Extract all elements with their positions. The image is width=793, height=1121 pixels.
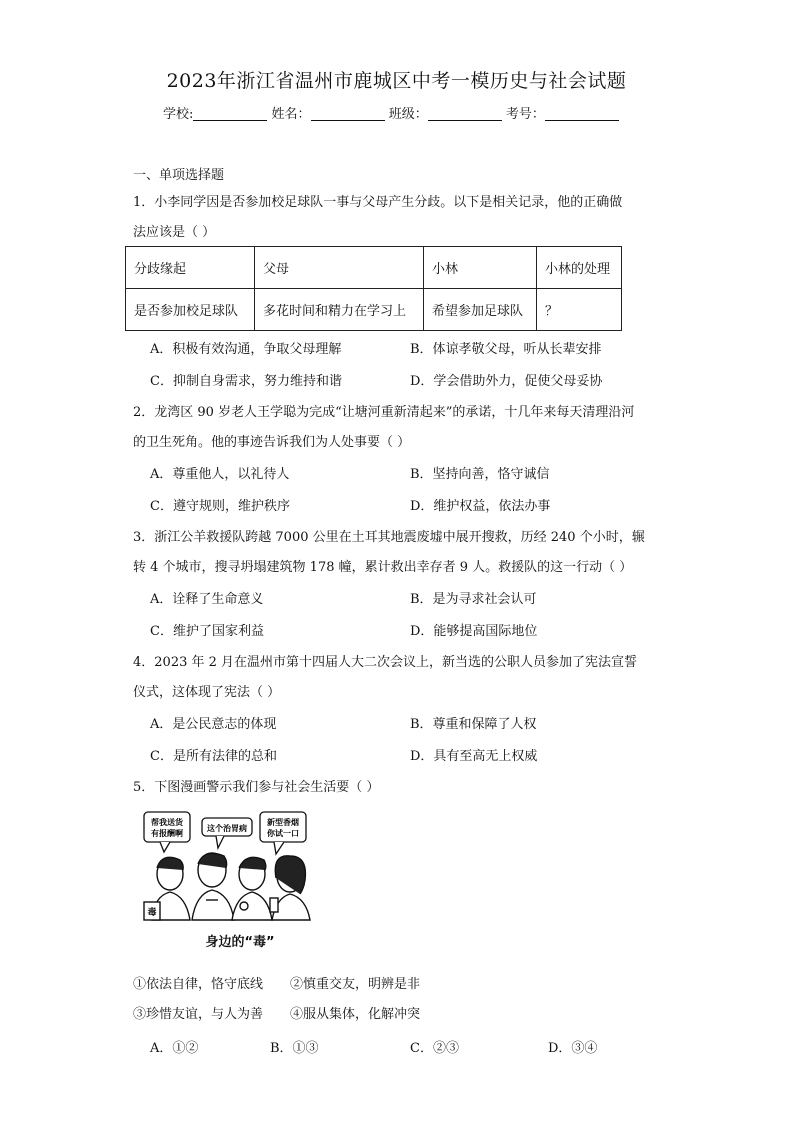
speech-bubble-2 [202,818,252,848]
q4-stem-line2: 仪式，这体现了宪法（ ） [133,685,281,700]
table-cell: 多花时间和精力在学习上 [255,289,424,331]
page-title: 2023年浙江省温州市鹿城区中考一模历史与社会试题 [166,70,627,92]
q2-stem-line2: 的卫生死角。他的事迹告诉我们为人处事要（ ） [133,435,411,450]
q4-option-c[interactable]: C．是所有法律的总和 [150,749,277,764]
q3-option-a[interactable]: A．诠释了生命意义 [150,592,264,607]
school-blank[interactable] [193,106,267,121]
q4-option-d[interactable]: D．具有至高无上权威 [410,749,538,764]
svg-text:有报酬啊: 有报酬啊 [151,829,183,838]
q3-option-b[interactable]: B．是为寻求社会认可 [410,592,537,607]
comic-caption: 身边的“毒” [205,935,275,950]
section-heading: 一、单项选择题 [133,168,225,183]
q5-statement-3: ③珍惜友谊，与人为善 [133,1007,264,1022]
q3-stem-line2: 转 4 个城市，搜寻坍塌建筑物 178 幢，累计救出幸存者 9 人。救援队的这一行动（ ） [133,560,633,575]
class-blank[interactable] [428,106,502,121]
q5-stem: 5．下图漫画警示我们参与社会生活要（ ） [133,780,380,795]
svg-text:帮我送货: 帮我送货 [151,818,183,827]
svg-text:这个治胃病: 这个治胃病 [207,824,247,833]
q2-option-d[interactable]: D．维护权益，依法办事 [410,499,551,514]
svg-text:你试一口: 你试一口 [267,829,299,838]
q1-option-c[interactable]: C．抑制自身需求，努力维持和谐 [150,374,342,389]
q5-statement-4: ④服从集体，化解冲突 [290,1007,421,1022]
speech-bubble-3 [260,812,306,854]
class-label: 班级： [388,107,428,122]
table-header-cell: 小林 [424,247,537,289]
speech-bubble-1 [144,812,190,852]
student-info-line [163,103,619,122]
person-figure-3 [232,857,272,920]
q4-stem-line1: 4．2023 年 2 月在温州市第十四届人大二次会议上，新当选的公职人员参加了宪法宣誓 [133,655,638,670]
number-blank[interactable] [545,106,619,121]
q1-stem-line2: 法应该是（ ） [133,225,216,240]
table-cell: 希望参加足球队 [424,289,537,331]
table-header-cell: 小林的处理 [537,247,622,289]
q2-option-c[interactable]: C．遵守规则，维护秩序 [150,499,290,514]
q1-option-a[interactable]: A．积极有效沟通，争取父母理解 [150,342,342,357]
q1-stem-line1: 1．小李同学因是否参加校足球队一事与父母产生分歧。以下是相关记录，他的正确做 [133,195,623,210]
name-label: 姓名： [271,107,311,122]
q5-statement-1: ①依法自律，恪守底线 [133,977,264,992]
table-cell: ？ [537,289,622,331]
number-label: 考号： [505,107,545,122]
person-figure-2 [192,853,234,920]
q3-option-c[interactable]: C．维护了国家利益 [150,624,264,639]
q4-option-b[interactable]: B．尊重和保障了人权 [410,717,537,732]
q5-statement-2: ②慎重交友，明辨是非 [290,977,421,992]
table-header-cell: 分歧缘起 [126,247,255,289]
svg-text:毒: 毒 [147,908,157,918]
q4-option-a[interactable]: A．是公民意志的体现 [150,717,277,732]
q3-option-d[interactable]: D．能够提高国际地位 [410,624,538,639]
q3-stem-line1: 3．浙江公羊救援队跨越 7000 公里在土耳其地震废墟中展开搜救，历经 240 个小时，辗 [133,530,645,545]
q1-option-d[interactable]: D．学会借助外力，促使父母妥协 [410,374,603,389]
comic-illustration [140,808,312,958]
q2-option-b[interactable]: B．坚持向善，恪守诚信 [410,467,550,482]
table-row [126,289,622,331]
q2-option-a[interactable]: A．尊重他人，以礼待人 [150,467,290,482]
dispute-table [125,246,622,331]
q5-option-d[interactable]: D．③④ [548,1041,598,1056]
svg-text:新型香烟: 新型香烟 [267,818,299,827]
person-figure-4 [270,856,310,920]
q5-option-b[interactable]: B．①③ [270,1041,319,1056]
table-header-cell: 父母 [255,247,424,289]
school-label: 学校: [163,107,194,122]
table-cell: 是否参加校足球队 [126,289,255,331]
person-figure-1 [144,857,190,920]
table-header-row [126,247,622,289]
name-blank[interactable] [311,106,385,121]
q5-option-c[interactable]: C．②③ [410,1041,459,1056]
q2-stem-line1: 2．龙湾区 90 岁老人王学聪为完成“让塘河重新清起来”的承诺，十几年来每天清理沿河 [133,405,635,420]
q5-option-a[interactable]: A．①② [150,1041,199,1056]
q1-option-b[interactable]: B．体谅孝敬父母，听从长辈安排 [410,342,602,357]
